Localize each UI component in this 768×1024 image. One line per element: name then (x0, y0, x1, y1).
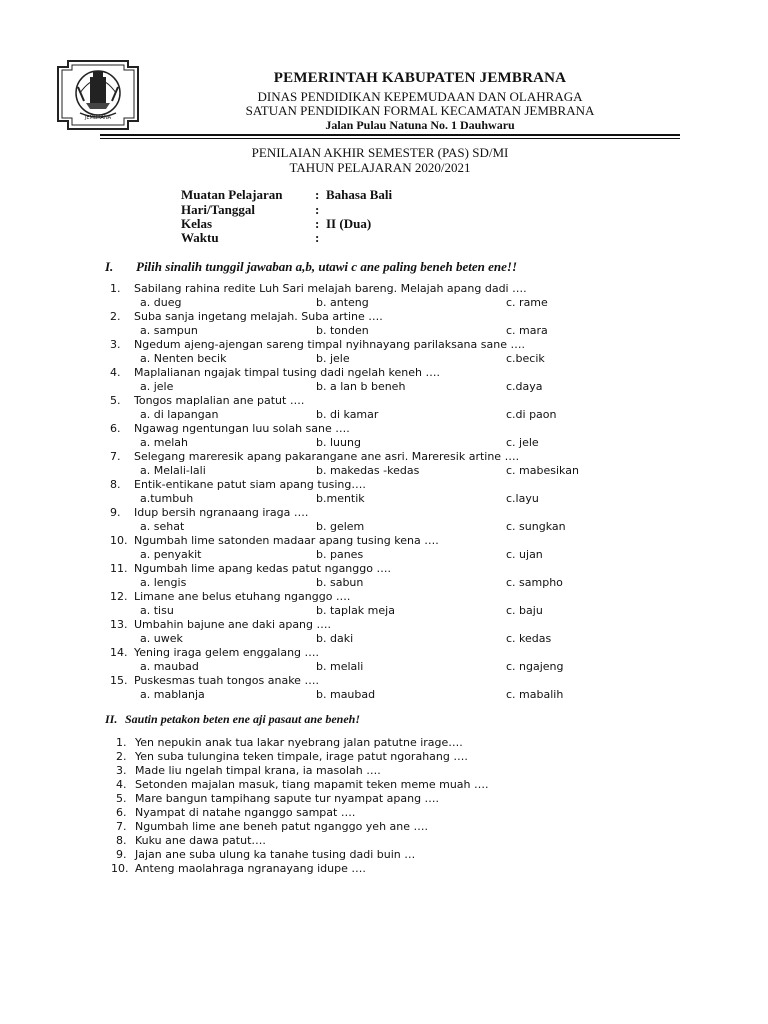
question-number: 5. (110, 394, 121, 407)
question-text: Suba sanja ingetang melajah. Suba artine …. (134, 310, 383, 323)
option-b: b. daki (316, 632, 354, 645)
option-c: c. jele (506, 436, 539, 449)
essay-number: 5. (116, 792, 127, 805)
question-number: 10. (110, 534, 128, 547)
question-number: 8. (110, 478, 121, 491)
question-number: 13. (110, 618, 128, 631)
option-a: a. penyakit (140, 548, 202, 561)
option-c: c. mabesikan (506, 464, 579, 477)
question-number: 2. (110, 310, 121, 323)
essay-number: 10. (111, 862, 129, 875)
question-text: Ngumbah lime satonden madaar apang tusing kena …. (134, 534, 439, 547)
essay-number: 9. (116, 848, 127, 861)
option-a: a. jele (140, 380, 174, 393)
question-number: 7. (110, 450, 121, 463)
option-b: b. taplak meja (316, 604, 395, 617)
option-b: b. tonden (316, 324, 369, 337)
option-c: c. kedas (506, 632, 552, 645)
essay-number: 2. (116, 750, 127, 763)
option-a: a. uwek (140, 632, 183, 645)
essay-text: Ngumbah lime ane beneh patut nganggo yeh ane …. (135, 820, 429, 833)
meta-label: Hari/Tanggal (181, 202, 255, 217)
essay-text: Setonden majalan masuk, tiang mapamit teken meme muah …. (135, 778, 489, 791)
question-text: Selegang mareresik apang pakarangane ane asri. Mareresik artine …. (134, 450, 520, 463)
option-a: a. melah (140, 436, 188, 449)
essay-text: Anteng maolahraga ngranayang idupe …. (135, 862, 366, 875)
question-text: Maplalianan ngajak timpal tusing dadi ngelah keneh …. (134, 366, 440, 379)
question-text: Idup bersih ngranaang iraga …. (134, 506, 309, 519)
government-name: PEMERINTAH KABUPATEN JEMBRANA (273, 70, 567, 86)
essay-text: Kuku ane dawa patut…. (135, 834, 266, 847)
meta-colon: : (315, 187, 320, 202)
meta-colon: : (315, 230, 320, 245)
essay-number: 7. (116, 820, 127, 833)
essay-number: 3. (116, 764, 127, 777)
header-divider (100, 134, 680, 136)
question-number: 4. (110, 366, 121, 379)
question-text: Entik-entikane patut siam apang tusing…. (134, 478, 366, 491)
meta-value: II (Dua) (326, 216, 372, 231)
question-text: Tongos maplalian ane patut …. (134, 394, 305, 407)
meta-label: Kelas (181, 216, 213, 231)
option-a: a. Nenten becik (140, 352, 227, 365)
option-c: c.daya (506, 380, 543, 393)
option-c: c. baju (506, 604, 543, 617)
option-a: a. maubad (140, 660, 199, 673)
option-a: a. di lapangan (140, 408, 219, 421)
option-b: b.mentik (316, 492, 365, 505)
option-c: c. rame (506, 296, 548, 309)
department-name: DINAS PENDIDIKAN KEPEMUDAAN DAN OLAHRAGA (257, 89, 583, 104)
regency-logo (50, 57, 146, 133)
option-a: a.tumbuh (140, 492, 194, 505)
option-c: c. mabalih (506, 688, 564, 701)
option-b: b. panes (316, 548, 364, 561)
question-text: Ngawag ngentungan luu solah sane …. (134, 422, 350, 435)
essay-text: Mare bangun tampihang saputе tur nyampat apang …. (135, 792, 440, 805)
academic-year: TAHUN PELAJARAN 2020/2021 (289, 160, 471, 175)
option-b: b. maubad (316, 688, 376, 701)
header-divider-thin (100, 138, 680, 139)
essay-number: 8. (116, 834, 127, 847)
option-b: b. jele (316, 352, 350, 365)
meta-colon: : (315, 202, 320, 217)
question-number: 6. (110, 422, 121, 435)
meta-colon: : (315, 216, 320, 231)
unit-name: SATUAN PENDIDIKAN FORMAL KECAMATAN JEMBRANA (245, 103, 595, 118)
option-b: b. a lan b beneh (316, 380, 406, 393)
question-text: Limane ane belus etuhang nganggo …. (134, 590, 351, 603)
meta-value: Bahasa Bali (326, 187, 393, 202)
option-a: a. sampun (140, 324, 198, 337)
option-c: c.becik (506, 352, 545, 365)
essay-text: Jajan ane suba ulung ka tanahe tusing dadi buin … (135, 848, 416, 861)
section-instruction: Sautin petakon beten ene aji pasaut ane beneh! (125, 712, 361, 726)
question-number: 15. (110, 674, 128, 687)
question-text: Umbahin bajune ane daki apang …. (134, 618, 332, 631)
section-instruction: Pilih sinalih tunggil jawaban a,b, utawi c ane paling beneh beten ene!! (136, 259, 518, 274)
question-number: 12. (110, 590, 128, 603)
essay-text: Nyampat di natahe nganggo sampat …. (135, 806, 356, 819)
option-c: c. sampho (506, 576, 563, 589)
question-number: 14. (110, 646, 128, 659)
option-a: a. tisu (140, 604, 174, 617)
question-text: Yening iraga gelem enggalang …. (134, 646, 320, 659)
option-a: a. dueg (140, 296, 182, 309)
question-number: 9. (110, 506, 121, 519)
question-text: Ngumbah lime apang kedas patut nganggo …. (134, 562, 391, 575)
option-c: c. ujan (506, 548, 543, 561)
option-c: c.layu (506, 492, 539, 505)
option-a: a. mablanja (140, 688, 205, 701)
logo-text: JEMBRANA (84, 115, 112, 121)
option-c: c. ngajeng (506, 660, 564, 673)
option-c: c.di paon (506, 408, 557, 421)
option-b: b. sabun (316, 576, 364, 589)
question-text: Puskesmas tuah tongos anake …. (134, 674, 319, 687)
question-number: 3. (110, 338, 121, 351)
option-b: b. di kamar (316, 408, 379, 421)
exam-title: PENILAIAN AKHIR SEMESTER (PAS) SD/MI (251, 145, 509, 160)
question-text: Sabilang rahina redite Luh Sari melajah bareng. Melajah apang dadi …. (134, 282, 527, 295)
option-a: a. sehat (140, 520, 185, 533)
option-a: a. lengis (140, 576, 187, 589)
essay-number: 6. (116, 806, 127, 819)
option-b: b. gelem (316, 520, 365, 533)
essay-text: Yen nepukin anak tua lakar nyebrang jalan patutne irage…. (135, 736, 463, 749)
section-number: II. (105, 712, 118, 726)
jembrana-emblem-icon (50, 57, 146, 133)
option-b: b. anteng (316, 296, 369, 309)
address: Jalan Pulau Natuna No. 1 Dauhwaru (325, 118, 515, 132)
option-b: b. luung (316, 436, 361, 449)
essay-text: Made liu ngelah timpal krana, ia masolah …. (135, 764, 381, 777)
essay-number: 4. (116, 778, 127, 791)
question-text: Ngedum ajeng-ajengan sareng timpal nyihnayang parilaksana sane …. (134, 338, 525, 351)
question-number: 11. (110, 562, 128, 575)
meta-label: Waktu (181, 230, 219, 245)
option-a: a. Melali-lali (140, 464, 206, 477)
option-c: c. mara (506, 324, 548, 337)
meta-label: Muatan Pelajaran (181, 187, 283, 202)
option-b: b. melali (316, 660, 364, 673)
essay-number: 1. (116, 736, 127, 749)
option-b: b. makedas -kedas (316, 464, 420, 477)
question-number: 1. (110, 282, 121, 295)
essay-text: Yen suba tulungina teken timpale, irage patut ngorahang …. (135, 750, 468, 763)
section-number: I. (105, 259, 114, 274)
option-c: c. sungkan (506, 520, 566, 533)
